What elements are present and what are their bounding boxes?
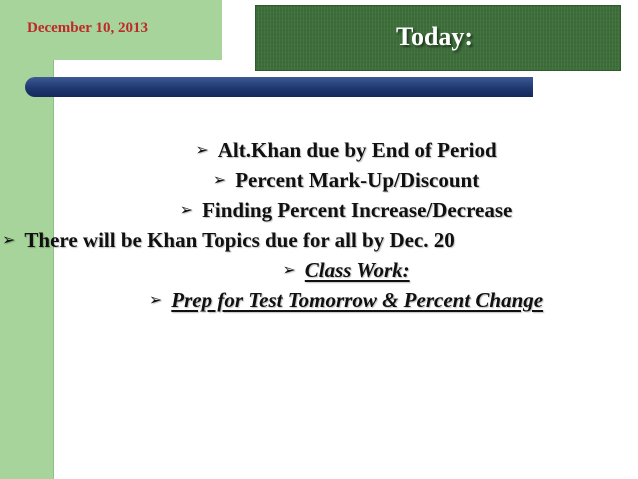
slide-title: Today: [396, 22, 474, 51]
bullet-text: Class Work: [304, 258, 410, 282]
bullet-item-test-prep [54, 288, 638, 313]
arrowhead-bullet-icon: ➢ [212, 170, 227, 189]
arrowhead-bullet-icon: ➢ [2, 230, 16, 249]
bullet-text: Percent Mark-Up/Discount [235, 168, 480, 192]
bullet-text: Prep for Test Tomorrow & Percent Change [171, 288, 544, 312]
arrowhead-bullet-icon: ➢ [195, 140, 209, 159]
bullet-item-khan-topics [2, 228, 638, 253]
slide-date: December 10, 2013 [27, 20, 148, 36]
bullet-text: Finding Percent Increase/Decrease [202, 198, 513, 222]
bullet-text: There will be Khan Topics due for all by Dec. 20 [24, 228, 455, 252]
bullet-item-class-work [54, 258, 638, 283]
bullet-item-alt-khan [54, 138, 638, 163]
bullet-item-percent-change [54, 198, 638, 223]
arrowhead-bullet-icon: ➢ [179, 200, 194, 219]
arrowhead-bullet-icon: ➢ [148, 290, 163, 309]
header-divider-bar [25, 77, 533, 97]
arrowhead-bullet-icon: ➢ [282, 260, 296, 279]
bullet-text: Alt.Khan due by End of Period [217, 138, 497, 162]
bullet-item-markup-discount [54, 168, 638, 193]
